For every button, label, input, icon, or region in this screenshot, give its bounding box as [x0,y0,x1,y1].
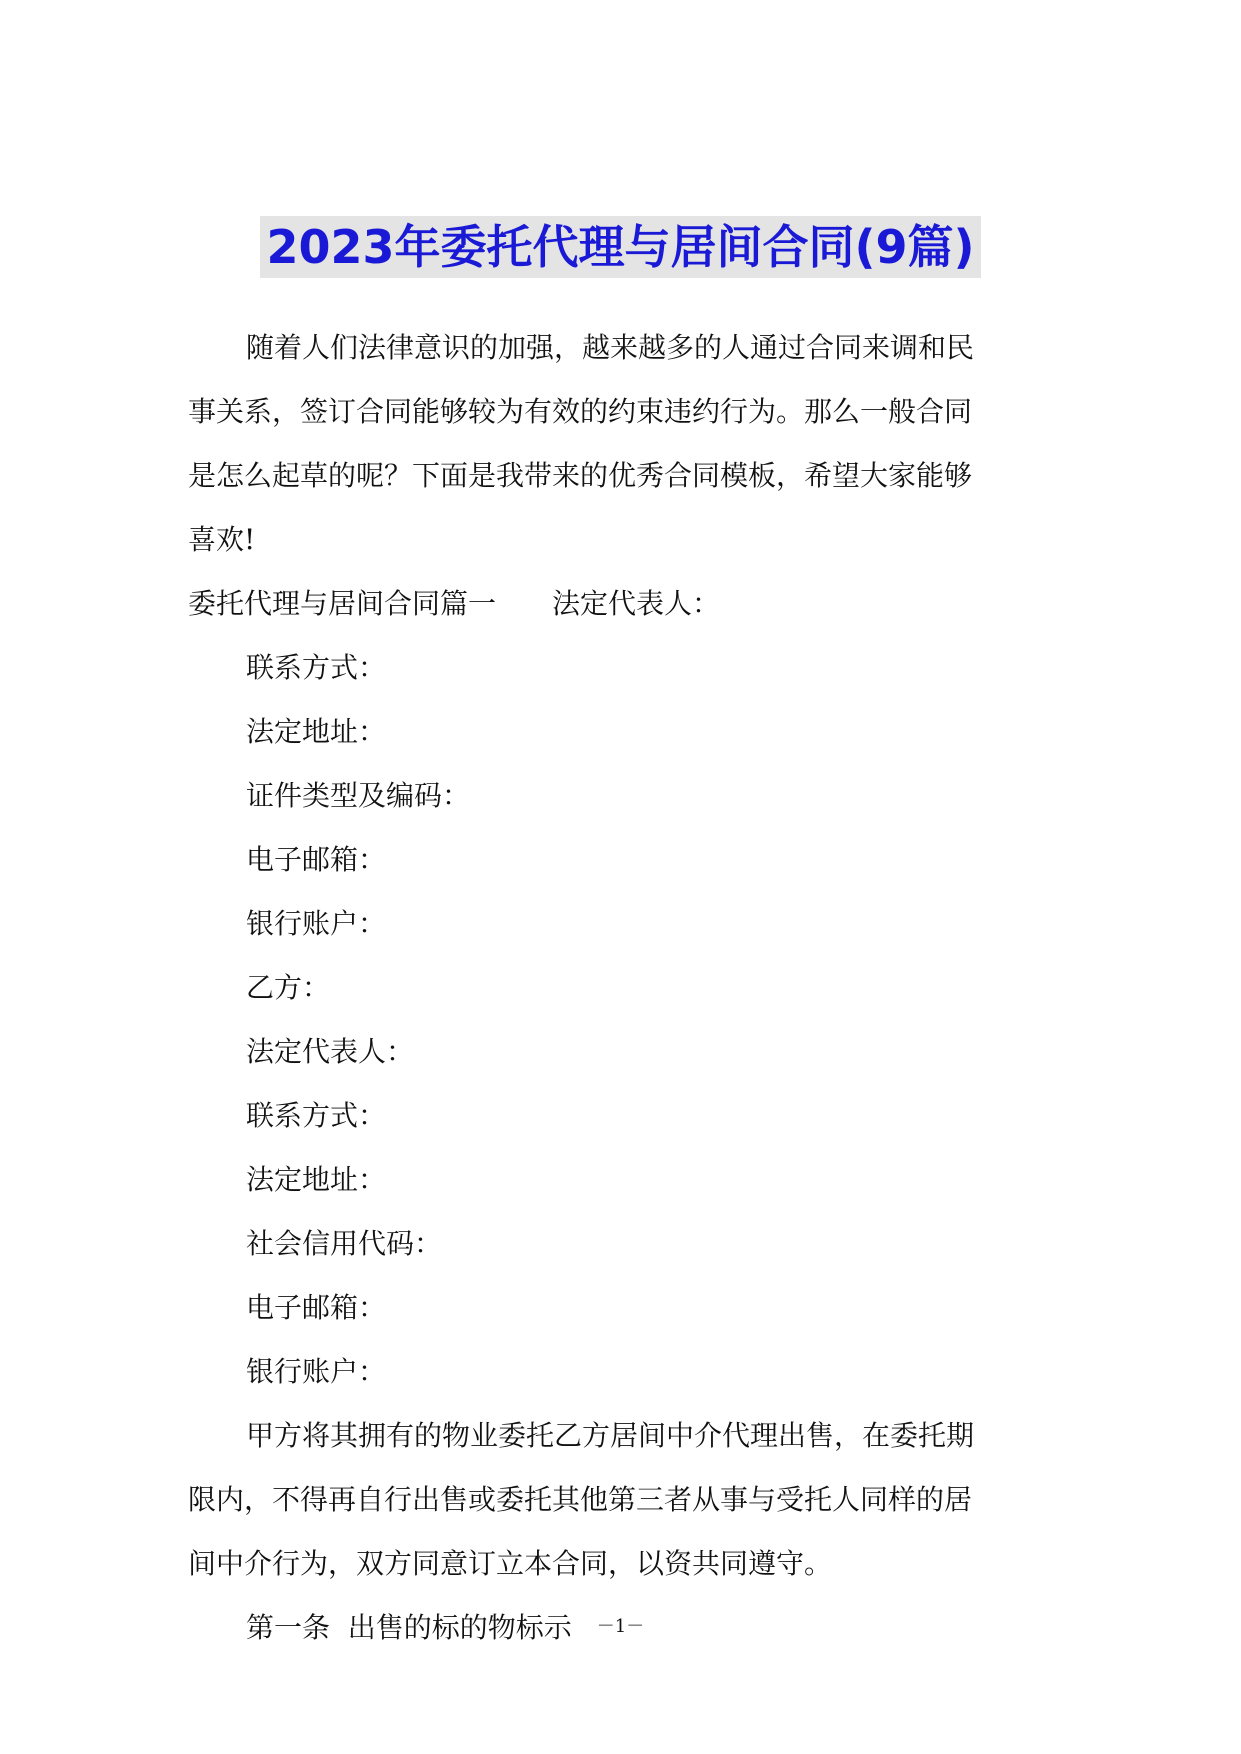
section-heading-line [188,572,1088,636]
party-b-field: 联系方式： [246,1099,387,1132]
document-body [188,316,1088,1660]
party-b-field: 社会信用代码： [246,1227,443,1260]
page-number: －1－ [596,1616,645,1637]
title-wrapper [0,216,1241,278]
article-one-heading: 第一条 出售的标的物标示 [246,1611,572,1644]
party-b-field: 电子邮箱： [246,1291,387,1324]
party-b-field: 银行账户： [246,1355,387,1388]
party-b-field: 法定地址： [246,1163,387,1196]
section-heading-field: 法定代表人： [552,587,721,620]
party-b-field: 法定代表人： [246,1035,415,1068]
party-a-field: 法定地址： [246,715,387,748]
intro-paragraph: 随着人们法律意识的加强，越来越多的人通过合同来调和民事关系，签订合同能够较为有效的约束违约行为。那么一般合同是怎么起草的呢？下面是我带来的优秀合同模板，希望大家能够喜欢! [188,331,975,556]
party-a-field: 银行账户： [246,907,387,940]
agreement-paragraph: 甲方将其拥有的物业委托乙方居间中介代理出售，在委托期限内，不得再自行出售或委托其他第三者从事与受托人同样的居间中介行为，双方同意订立本合同，以资共同遵守。 [188,1419,975,1580]
party-a-field: 证件类型及编码： [246,779,471,812]
section-heading: 委托代理与居间合同篇一 [188,587,497,620]
party-a-field: 联系方式： [246,651,387,684]
party-b-label: 乙方： [246,971,331,1004]
document-title: 2023年委托代理与居间合同(9篇) [260,216,980,278]
party-a-field: 电子邮箱： [246,843,387,876]
